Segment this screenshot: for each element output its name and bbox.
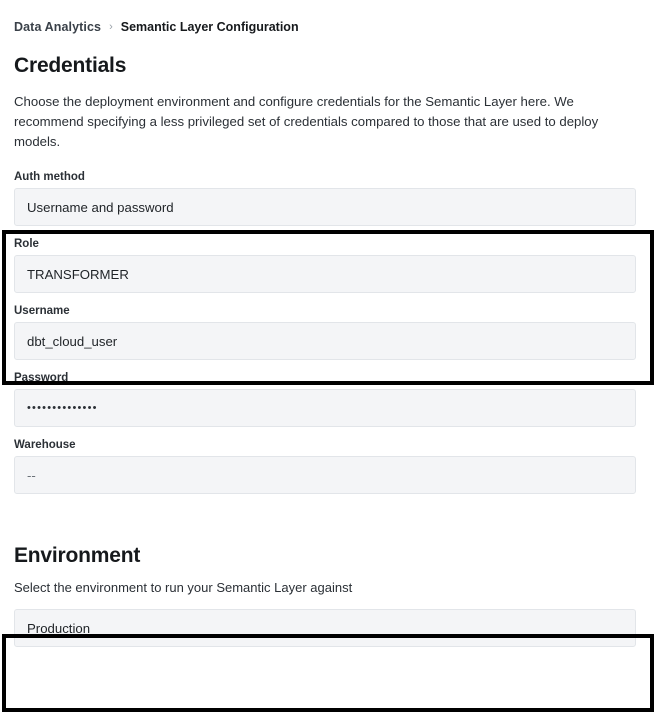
credentials-heading: Credentials: [14, 54, 127, 77]
breadcrumb: [14, 20, 647, 34]
field-password: [14, 372, 647, 427]
breadcrumb-current: Semantic Layer Configuration: [120, 20, 299, 34]
breadcrumb-parent-link[interactable]: Data Analytics: [14, 20, 102, 34]
field-label-warehouse: Warehouse: [14, 439, 76, 452]
chevron-right-icon: ›: [109, 21, 113, 33]
credentials-description: Choose the deployment environment and configure credentials for the Semantic Layer here. We recommend specifying a less privileged set of credentials compared to those that are used to deploy models.: [14, 94, 599, 149]
warehouse-input[interactable]: --: [14, 456, 636, 494]
environment-select[interactable]: Production: [14, 609, 636, 647]
password-input[interactable]: ••••••••••••••: [14, 389, 636, 427]
field-label-auth-method: Auth method: [14, 171, 85, 184]
field-label-username: Username: [14, 305, 70, 318]
role-input[interactable]: TRANSFORMER: [14, 255, 636, 293]
environment-heading: Environment: [14, 544, 141, 568]
field-username: [14, 305, 647, 360]
username-input[interactable]: dbt_cloud_user: [14, 322, 636, 360]
field-auth-method: [14, 171, 647, 226]
field-warehouse: [14, 439, 647, 494]
field-label-password: Password: [14, 372, 69, 385]
field-label-role: Role: [14, 238, 39, 251]
field-role: [14, 238, 647, 293]
environment-description: Select the environment to run your Semantic Layer against: [14, 580, 353, 596]
auth-method-input[interactable]: Username and password: [14, 188, 636, 226]
environment-section: [14, 544, 647, 647]
